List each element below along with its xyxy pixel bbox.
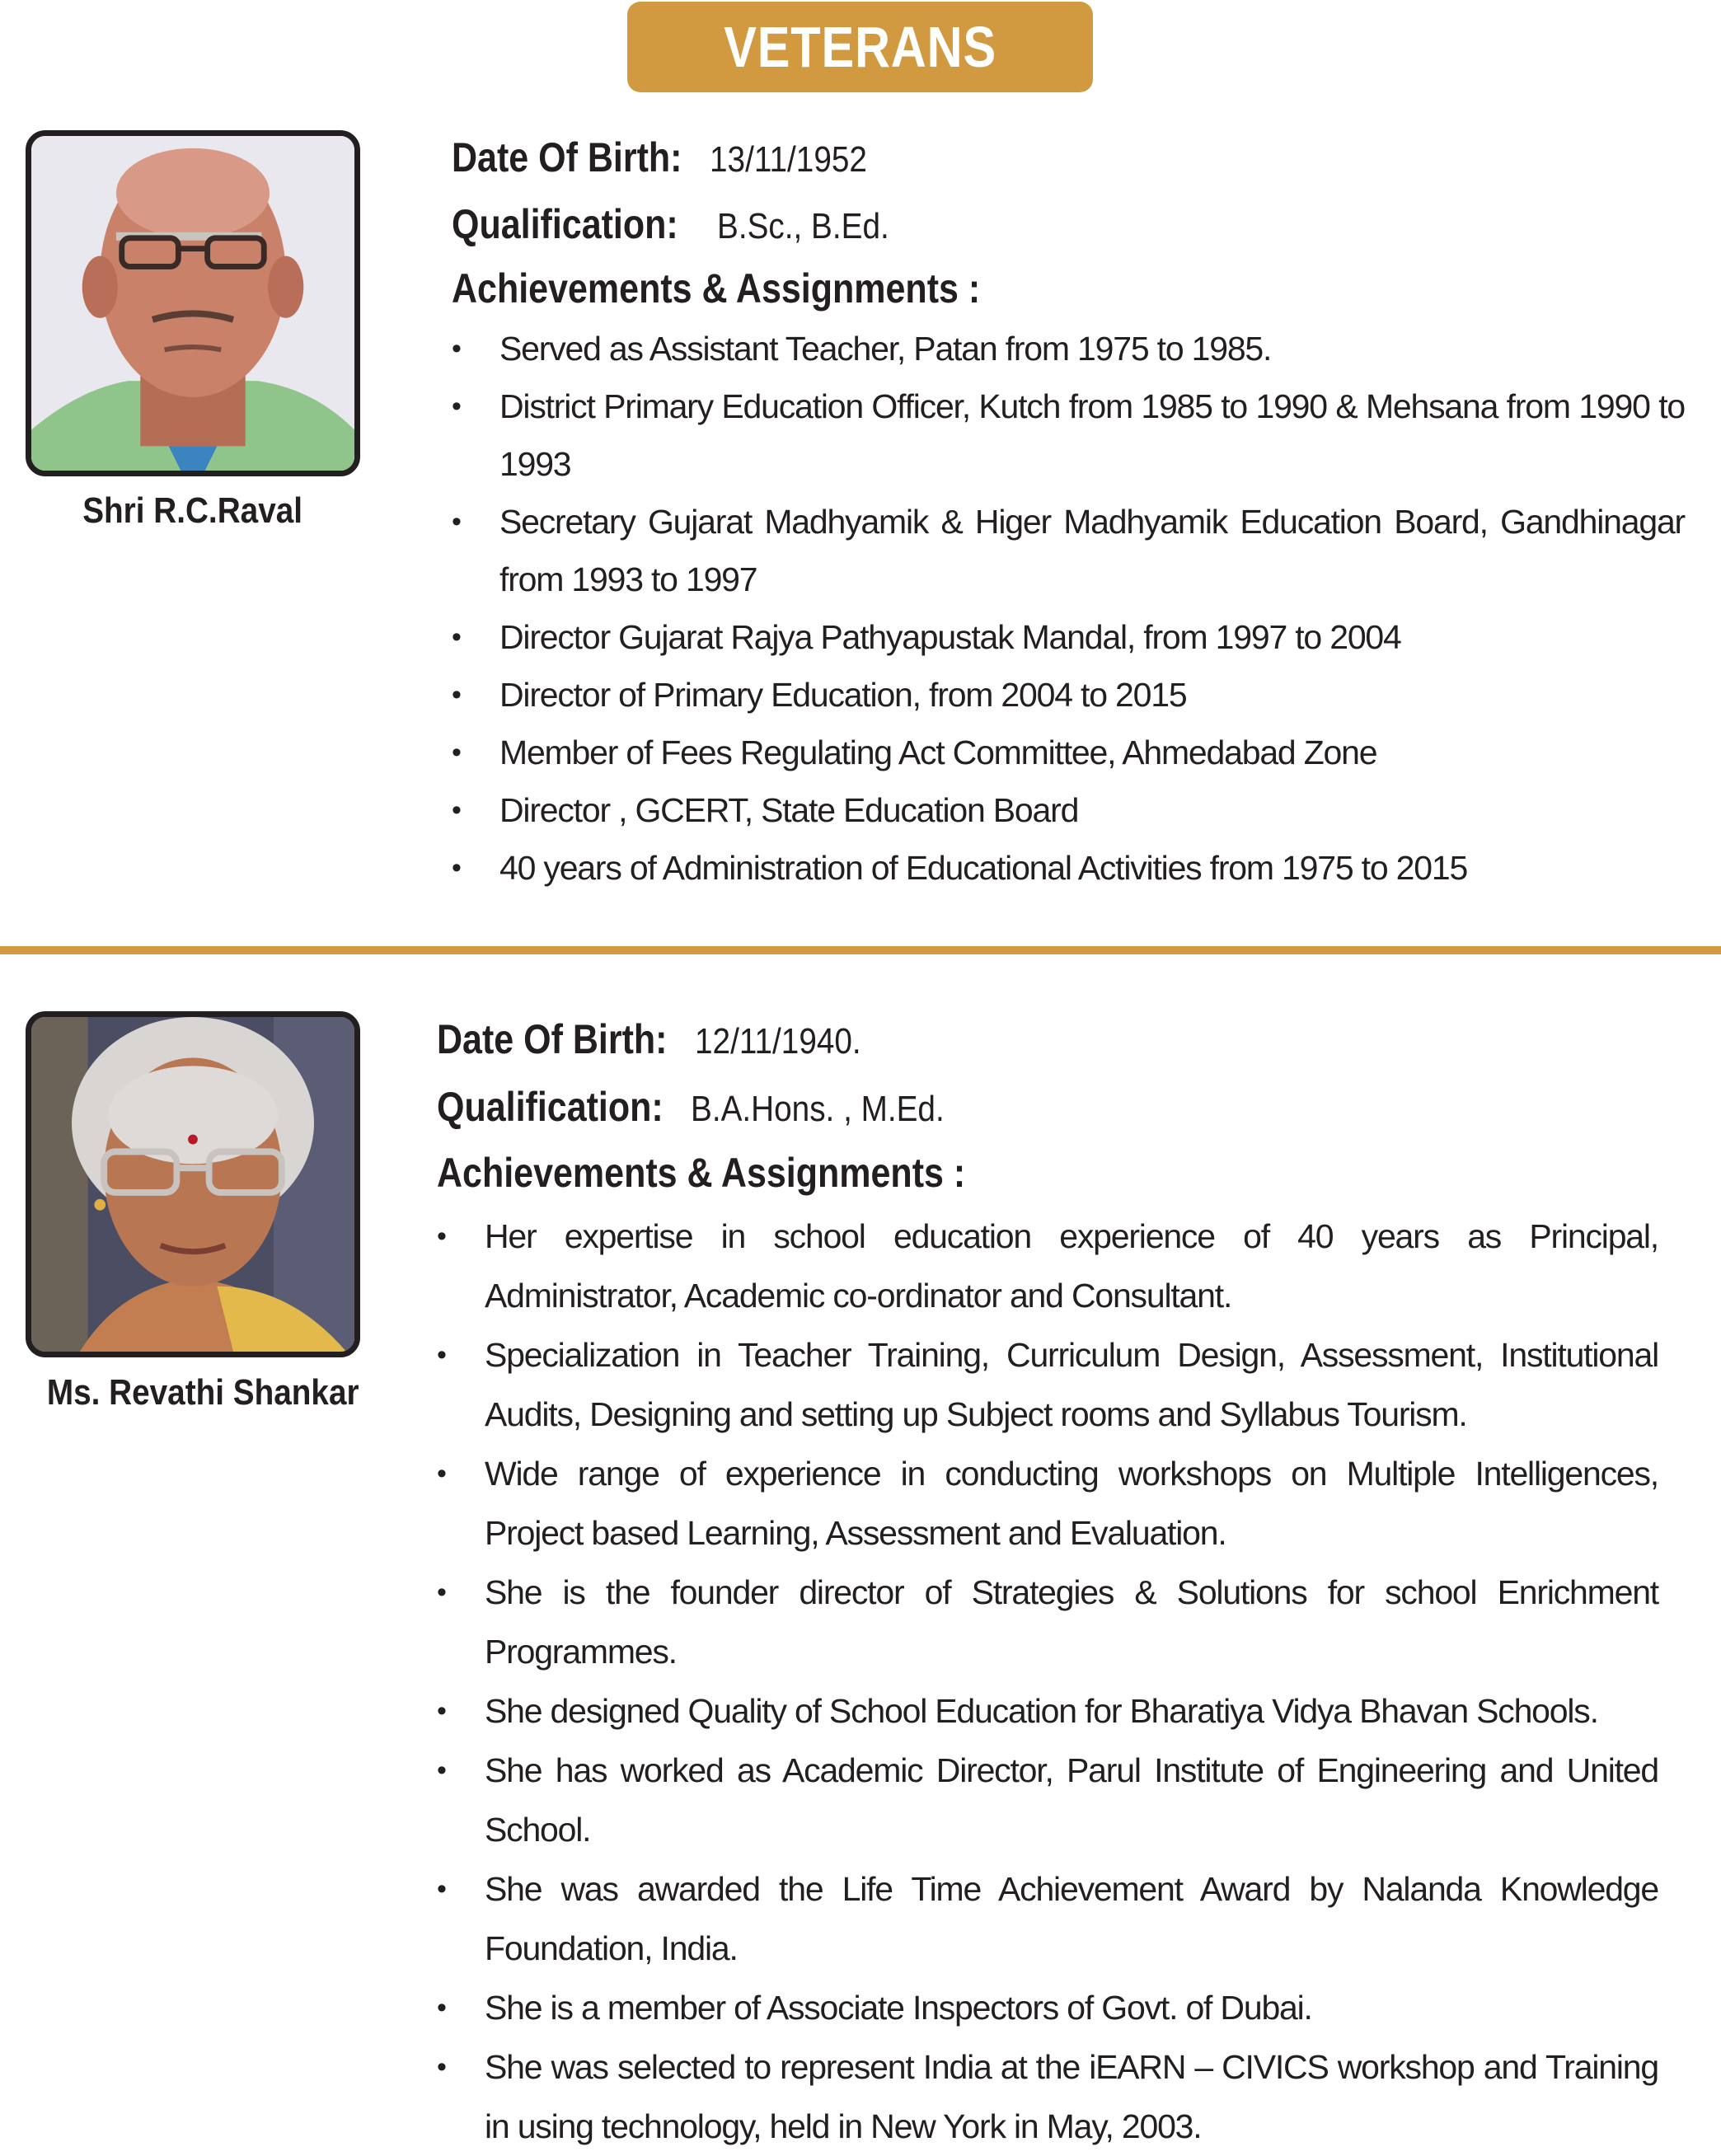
list-item: • She has worked as Academic Director, Parul Institute of Engineering and United School. [437, 1741, 1658, 1859]
list-item: • Specialization in Teacher Training, Curriculum Design, Assessment, Institutional Audits, Designing and setting up Subject rooms and Syllabus Tourism. [437, 1325, 1658, 1444]
section-divider [0, 946, 1721, 954]
list-item: • Director Gujarat Rajya Pathyapustak Mandal, from 1997 to 2004 [452, 608, 1685, 666]
achievements-heading: Achievements & Assignments : [437, 1150, 966, 1196]
qualification-row [437, 1083, 978, 1131]
page-title-badge [627, 2, 1093, 92]
achievements-list [437, 1207, 1658, 2156]
qualification-label: Qualification: [452, 201, 678, 247]
list-item: • District Primary Education Officer, Kutch from 1985 to 1990 & Mehsana from 1990 to 1993 [452, 377, 1685, 493]
list-item: • Served as Assistant Teacher, Patan from 1975 to 1985. [452, 320, 1685, 377]
list-item: • She is a member of Associate Inspectors of Govt. of Dubai. [437, 1978, 1658, 2037]
list-item: • Director of Primary Education, from 2004 to 2015 [452, 666, 1685, 724]
list-item: • Secretary Gujarat Madhyamik & Higer Madhyamik Education Board, Gandhinagar from 1993 to 1997 [452, 493, 1685, 608]
list-item: • She was selected to represent India at the iEARN – CIVICS workshop and Training in using technology, held in New York in May, 2003. [437, 2037, 1658, 2156]
list-item: • She is the founder director of Strategies & Solutions for school Enrichment Programmes. [437, 1563, 1658, 1681]
list-item: • Her expertise in school education experience of 40 years as Principal, Administrator, Academic co-ordinator and Consultant. [437, 1207, 1658, 1325]
dob-value: 13/11/1952 [710, 139, 868, 180]
dob-label: Date Of Birth: [452, 134, 682, 180]
page-title: VETERANS [724, 15, 996, 79]
list-item: • 40 years of Administration of Educational Activities from 1975 to 2015 [452, 839, 1685, 897]
list-item: • She designed Quality of School Education for Bharatiya Vidya Bhavan Schools. [437, 1681, 1658, 1741]
dob-label: Date Of Birth: [437, 1016, 668, 1062]
qualification-label: Qualification: [437, 1084, 664, 1130]
list-item: • Member of Fees Regulating Act Committee, Ahmedabad Zone [452, 724, 1685, 781]
list-item: • Director , GCERT, State Education Board [452, 781, 1685, 839]
qualification-value: B.A.Hons. , M.Ed. [690, 1089, 945, 1129]
veteran-photo-shankar [26, 1011, 360, 1357]
qualification-row [452, 200, 912, 248]
qualification-value: B.Sc., B.Ed. [716, 206, 889, 246]
dob-row [437, 1015, 884, 1063]
list-item: • Wide range of experience in conducting workshops on Multiple Intelligences, Project based Learning, Assessment and Evaluation. [437, 1444, 1658, 1563]
list-item: • She was awarded the Life Time Achievement Award by Nalanda Knowledge Foundation, India. [437, 1859, 1658, 1978]
veteran-name: Shri R.C.Raval [82, 490, 303, 531]
dob-value: 12/11/1940. [695, 1021, 861, 1062]
dob-row [452, 134, 889, 181]
achievements-list [452, 320, 1685, 897]
veteran-photo-raval [26, 130, 360, 476]
veteran-name: Ms. Revathi Shankar [46, 1372, 359, 1413]
achievements-heading: Achievements & Assignments : [452, 265, 981, 312]
